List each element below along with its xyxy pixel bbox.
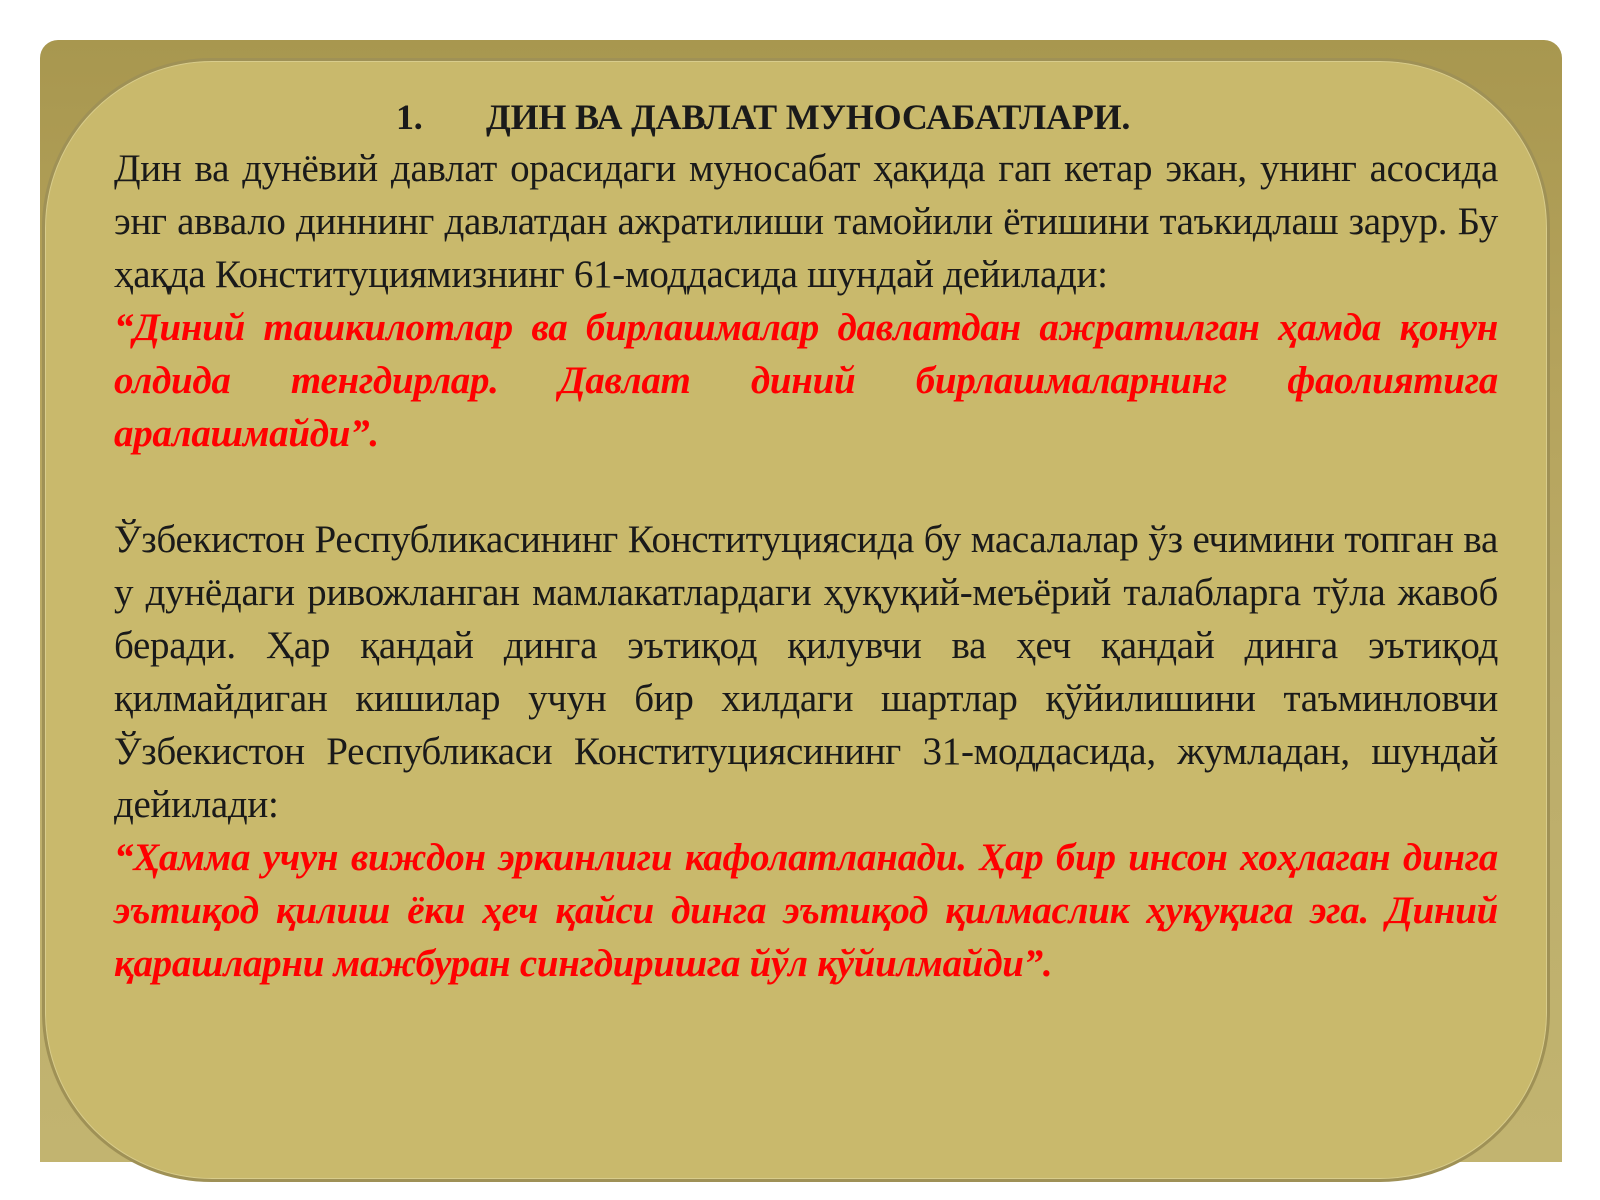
quote-article-61: “Диний ташкилотлар ва бирлашмалар давлатдан ажратилган ҳамда қонун олдида тенгдирлар. Давлат диний бирлашмаларнинг фаолиятига аралашмайди”. [114, 306, 1498, 455]
quote-article-31: “Ҳамма учун виждон эркинлиги кафолатланади. Ҳар бир инсон хоҳлаган динга эътиқод қилиш ёки ҳеч қайси динга эътиқод қилмаслик ҳуқуқига эга. Диний қарашларни мажбуран сингдиришга йўл қўйилмайди”. [114, 836, 1498, 985]
paragraph-intro: Дин ва дунёвий давлат орасидаги муносабат ҳақида гап кетар экан, унинг асосида энг аввало диннинг давлатдан ажратилиши тамойили ётишини таъкидлаш зарур. Бу ҳақда Конституциямизнинг 61-моддасида шундай дейилади: [114, 147, 1498, 296]
section-heading [114, 92, 1498, 142]
section-number: 1. [396, 97, 423, 137]
section-title: ДИН ВА ДАВЛАТ МУНОСАБАТЛАРИ. [486, 97, 1131, 137]
paragraph-constitution: Ўзбекистон Республикасининг Конституциясида бу масалалар ўз ечимини топган ва у дунёдаги ривожланган мамлакатлардаги ҳуқуқий-меъёрий талабларга тўла жавоб беради. Ҳар қандай динга эътиқод қилувчи ва ҳеч қандай динга эътиқод қилмайдиган кишилар учун бир хилдаги шартлар қўйилишини таъминловчи Ўзбекистон Республикаси Конституциясининг 31-моддасида, жумладан, шундай дейилади: [114, 518, 1498, 826]
text-content [114, 92, 1498, 990]
paragraph-spacer [114, 460, 1498, 513]
